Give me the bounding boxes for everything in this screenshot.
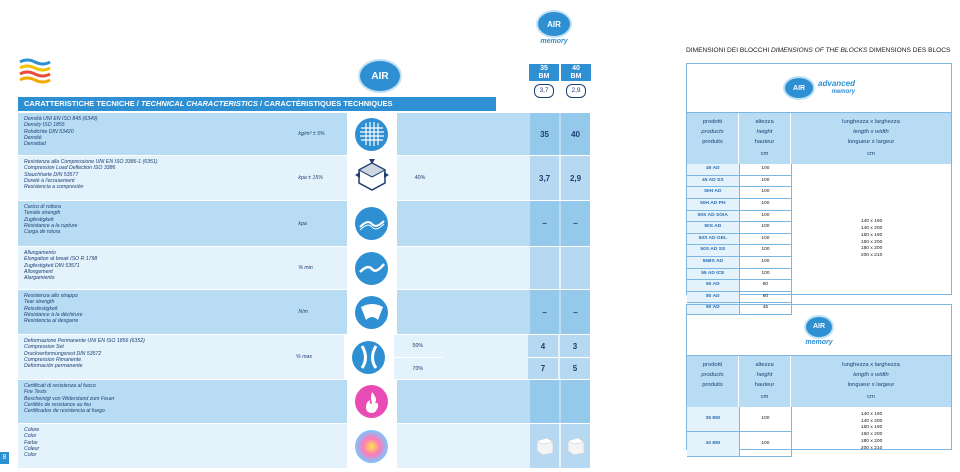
- row-label: Certificati di resistenza al fuoco Fire Tests Bescheinigt von Widerstand zum Feuer Certifiés de resistance au feu Certificados de resistencia al fuego: [24, 383, 115, 415]
- compression-set-icon: [352, 341, 385, 374]
- table-header: prodotti products produits altezza height hauteur cm lunghezza x larghezza length x width longueur x largeur cm: [687, 113, 951, 164]
- list-item: 90 AD: [687, 303, 739, 315]
- list-item: 55BS AD: [687, 257, 739, 269]
- list-item: 80 AD: [687, 292, 739, 304]
- color-icon: [355, 430, 388, 463]
- value-40bm: 40: [561, 113, 590, 155]
- column-header-40bm: 40 BM 2,9: [561, 64, 591, 104]
- list-item: 40 BM: [687, 432, 739, 457]
- air-logo: AIR: [358, 59, 402, 93]
- list-item: 50S AD SOIA: [687, 211, 739, 223]
- density-icon: [355, 118, 388, 151]
- section-title-bar: CARATTERISTICHE TECNICHE / TECHNICAL CHARACTERISTICS / CARACTÉRISTIQUES TECHNIQUES: [18, 97, 496, 111]
- list-item: 50S AD: [687, 222, 739, 234]
- row-label: Resistenza alla Compressione UNI EN ISO 3386-1 (6351) Compression Load Deflection ISO 3386 Stauchharte DIN 53577 Dureté à l'ecrasement Resistencia a compresión: [24, 159, 158, 191]
- list-item: 45 AD: [687, 164, 739, 176]
- table-body: 45 AD 45 AD SS 50H AD 50H AD PH 50S AD SOIA 50S AD 50S AD GEL 50S AD SS 55BS AD 55 AD ICE 60 AD 80 AD 90 AD 100 100 100 100 100 100 100 100 100 100 80 60 45 140 x 190 140 x 200 160 x 190 160 x 200 180 x 200 200 x 210: [687, 164, 951, 315]
- list-item: 50S AD SS: [687, 245, 739, 257]
- table-row: Resistenza alla Compressione UNI EN ISO 3386-1 (6351) Compression Load Deflection ISO 3386 Stauchharte DIN 53577 Dureté à l'ecrasement Resistencia a compresión kpa ± 15% 40% 3,7 2,9: [18, 156, 590, 201]
- list-item: 60 AD: [687, 280, 739, 292]
- dimension-list: 140 x 190 140 x 200 160 x 190 160 x 200 180 x 200 200 x 210: [791, 407, 951, 457]
- air-basic-memory-logo: [523, 10, 585, 45]
- table-header: prodotti products produits altezza height hauteur cm lunghezza x larghezza length x width longueur x largeur cm: [687, 356, 951, 407]
- air-basic-memory-logo-right: AIR memory: [687, 305, 951, 356]
- row-label: Allungamento Elongation at break ISO R 1798 Zugfestigkeit DIN 53571 Allongement Alargamiento: [24, 250, 98, 282]
- table-row: [18, 380, 590, 424]
- dimensions-title: DIMENSIONI DEI BLOCCHI DIMENSIONS OF THE BLOCKS DIMENSIONS DES BLOCS: [686, 47, 951, 54]
- row-label: Deformazione Permanente UNI EN ISO 1856 (6352) Compression Set Druckverformungsrest DIN 53572 Compression Rimanente Deformación permanente: [24, 338, 145, 370]
- page-number: 8: [0, 452, 9, 464]
- table-body: 35 BM 40 BM 100 100 140 x 190 140 x 200 160 x 190 160 x 200 180 x 200 200 x 210: [687, 407, 951, 457]
- technical-characteristics-table: [18, 113, 590, 468]
- basic-dimensions-table: [686, 304, 952, 450]
- list-item: 55 AD ICE: [687, 269, 739, 281]
- fire-icon: [355, 385, 388, 418]
- table-row: Carico di rottura Tensile strength Zugfestigkeit Résistance a la rupture Carga de rotura kpa – –: [18, 201, 590, 247]
- color-swatch-35bm: [530, 424, 559, 468]
- row-label: Colore Color Farbe Coleur Color: [24, 427, 40, 459]
- row-label: Resistenza allo strappo Tear strength Reissfestigkeit Résistance à la déchirure Resistencia al desgarre: [24, 293, 83, 325]
- tear-icon: [355, 296, 388, 329]
- value-35bm: 35: [530, 113, 559, 155]
- air-advanced-memory-logo: AIR advanced memory: [687, 64, 951, 113]
- advanced-dimensions-table: [686, 63, 952, 311]
- dimension-list: 140 x 190 140 x 200 160 x 190 160 x 200 180 x 200 200 x 210: [791, 164, 951, 315]
- compression-icon: [355, 159, 389, 198]
- tensile-icon: [355, 207, 388, 240]
- column-header-35bm: 35 BM 3,7: [529, 64, 559, 104]
- row-unit: kg/m³ ± 5%: [298, 131, 325, 137]
- table-row: Resistenza allo strappo Tear strength Reissfestigkeit Résistance à la déchirure Resistencia al desgarre N/m – –: [18, 290, 590, 335]
- brand-stripes-logo: [18, 58, 52, 86]
- table-row: [18, 113, 590, 156]
- table-row: [18, 424, 590, 468]
- list-item: 45 AD SS: [687, 176, 739, 188]
- air-basic-badge: AIR: [536, 10, 572, 38]
- row-label: Densità UNI EN ISO 845 (6349) Density ISO 1855 Rohdichte DIN 53420 Densité Densidad: [24, 116, 98, 148]
- color-swatch-40bm: [561, 424, 590, 468]
- memory-word: memory: [540, 38, 568, 45]
- table-row: Allungamento Elongation at break ISO R 1798 Zugfestigkeit DIN 53571 Allongement Alargamiento % min: [18, 247, 590, 290]
- table-row: Deformazione Permanente UNI EN ISO 1856 (6352) Compression Set Druckverformungsrest DIN 53572 Compression Rimanente Deformación permanente % max 50% 70% 4 7 3 5: [18, 335, 590, 380]
- list-item: 50H AD: [687, 187, 739, 199]
- list-item: 50S AD GEL: [687, 234, 739, 246]
- row-label: Carico di rottura Tensile strength Zugfestigkeit Résistance a la rupture Carga de rotura: [24, 204, 78, 236]
- list-item: 50H AD PH: [687, 199, 739, 211]
- elongation-icon: [355, 252, 388, 285]
- list-item: 35 BM: [687, 407, 739, 432]
